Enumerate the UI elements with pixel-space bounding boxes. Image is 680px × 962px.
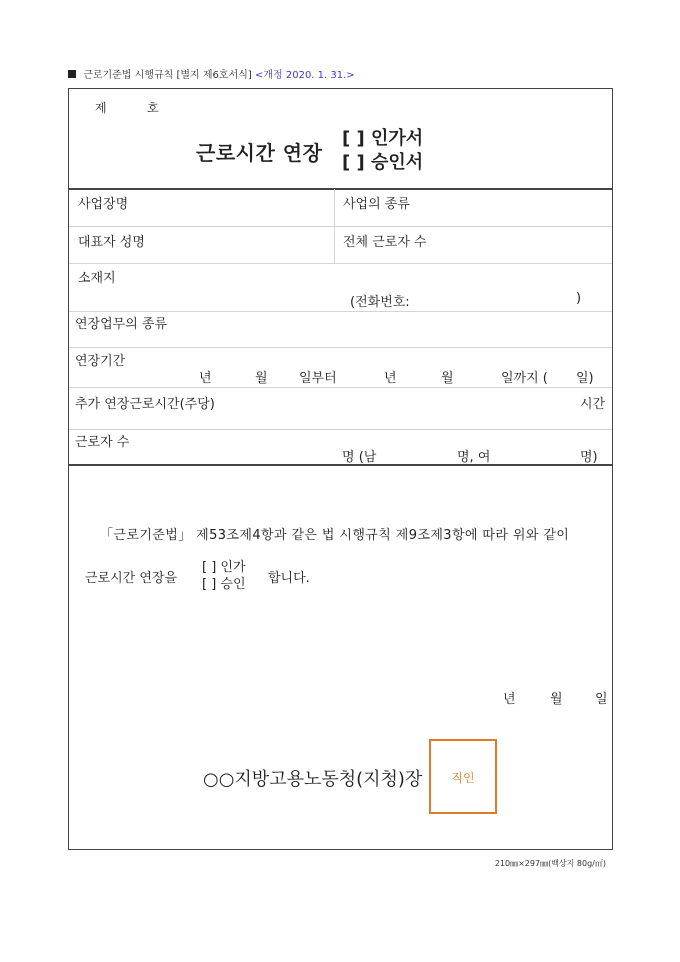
seal-label: 직인 [451, 771, 475, 785]
hours-unit: 시간 [580, 397, 606, 412]
business-type-label: 사업의 종류 [343, 197, 410, 212]
title-divider [69, 188, 612, 190]
period-days-label: 일) [576, 371, 594, 386]
representative-label: 대표자 성명 [78, 235, 145, 250]
worker-count-label: 근로자 수 [75, 435, 130, 450]
period-from-label: 일부터 [299, 371, 337, 386]
statement-text: 「근로기준법」 제53조제4항과 같은 법 시행규칙 제9조제3항에 따라 위와 같이 [100, 528, 570, 543]
total-workers-label: 전체 근로자 수 [343, 235, 427, 250]
row-divider [69, 226, 612, 227]
date-year-label: 년 [503, 692, 516, 707]
period-year-until: 년 [384, 371, 397, 386]
workplace-name-label: 사업장명 [78, 197, 129, 212]
statement-suffix: 합니다. [268, 571, 310, 586]
statement-prefix: 근로시간 연장을 [85, 571, 178, 586]
application-form [68, 88, 613, 850]
period-year-from: 년 [199, 371, 212, 386]
option-consent-checkbox[interactable]: [ ] 승인서 [342, 152, 424, 173]
count-close-label: 명) [580, 450, 598, 465]
extra-hours-label: 추가 연장근로시간(주당) [75, 397, 215, 412]
option-approval-checkbox[interactable]: [ ] 인가서 [342, 128, 424, 149]
number-label-prefix: 제 [95, 101, 107, 115]
extension-period-label: 연장기간 [75, 354, 126, 369]
row-divider [69, 311, 612, 312]
row-divider [69, 429, 612, 430]
amendment-date: <개정 2020. 1. 31.> [254, 70, 355, 81]
row-divider [69, 263, 612, 264]
row-divider [69, 347, 612, 348]
statement-approval-checkbox[interactable]: [ ] 인가 [202, 560, 246, 575]
issuing-authority: ○○지방고용노동청(지청)장 [203, 769, 423, 790]
male-count-label: 명 (남 [342, 450, 377, 465]
paper-spec: 210㎜×297㎜(백상지 80g/㎡) [494, 859, 606, 868]
date-day-label: 일 [595, 692, 608, 707]
number-label-suffix: 호 [147, 101, 159, 115]
date-month-label: 월 [550, 692, 563, 707]
regulation-reference: 근로기준법 시행규칙 [별지 제6호서식] [83, 70, 252, 81]
square-bullet-icon [68, 70, 76, 78]
section-divider [69, 464, 612, 466]
period-until-label: 일까지 ( [501, 371, 548, 386]
row-divider [69, 387, 612, 388]
phone-label: (전화번호: [350, 295, 410, 310]
address-label: 소재지 [78, 271, 116, 286]
form-title: 근로시간 연장 [196, 141, 323, 165]
form-header [68, 66, 355, 81]
statement-consent-checkbox[interactable]: [ ] 승인 [202, 577, 246, 592]
female-count-label: 명, 여 [457, 450, 491, 465]
official-seal-box [429, 739, 497, 814]
extended-work-type-label: 연장업무의 종류 [75, 317, 168, 332]
period-month-until: 월 [441, 371, 454, 386]
phone-close-paren: ) [576, 291, 582, 306]
period-month-from: 월 [255, 371, 268, 386]
